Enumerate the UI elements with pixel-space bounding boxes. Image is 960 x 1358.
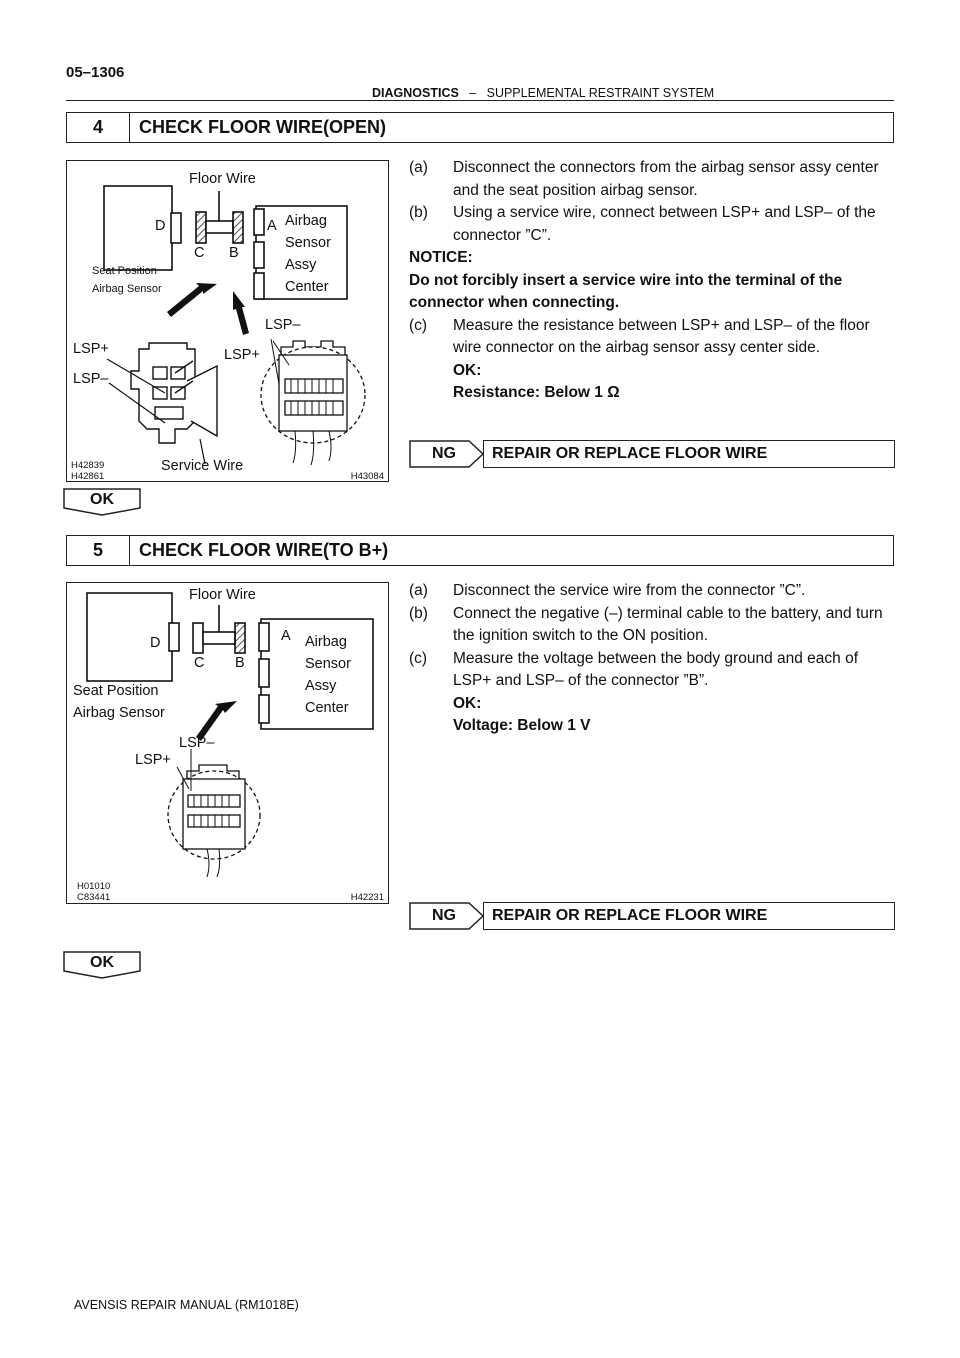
label-assy-2: Assy xyxy=(305,678,337,694)
header-rule xyxy=(66,100,894,101)
header-title xyxy=(372,86,714,100)
step-5-diagram xyxy=(67,583,390,905)
label-connector-c: C xyxy=(194,245,205,261)
step-5-ok-label: OK: xyxy=(453,694,482,712)
header-subsection: SUPPLEMENTAL RESTRAINT SYSTEM xyxy=(486,86,715,100)
label-seat-position: Seat Position xyxy=(92,265,157,277)
label-lsp-plus-left: LSP+ xyxy=(73,341,109,357)
label-airbag-sensor-2: Airbag Sensor xyxy=(73,705,165,721)
figure-code-left-b xyxy=(77,881,110,903)
step-4-ok-tag xyxy=(63,488,141,516)
step-5-instructions xyxy=(409,580,895,738)
step-5-item-c: (c) Measure the voltage between the body ground and each of LSP+ and LSP– of the connector ”B”. xyxy=(409,649,859,689)
step-5-ng xyxy=(409,902,895,930)
step-5-ok-tag xyxy=(63,951,141,979)
step-4-item-a: (a) Disconnect the connectors from the airbag sensor assy center and the seat position airbag sensor. xyxy=(409,159,879,199)
step-4-item-b: (b) Using a service wire, connect between LSP+ and LSP– of the connector ”C”. xyxy=(409,204,876,244)
figure-code-left-2: H42861 xyxy=(71,471,105,482)
label-lsp-minus-2: LSP– xyxy=(179,735,215,751)
step-4-ok-label: OK: xyxy=(453,361,482,379)
label-lsp-plus-right: LSP+ xyxy=(224,347,260,363)
figure-code-left-b-2: C83441 xyxy=(77,892,111,903)
step-4-bar xyxy=(66,112,894,143)
label-connector-d: D xyxy=(155,218,166,234)
figure-code-left xyxy=(71,460,104,482)
step-4-title: CHECK FLOOR WIRE(OPEN) xyxy=(139,117,386,137)
label-center-2: Center xyxy=(305,700,349,716)
step-4-ng xyxy=(409,440,895,468)
step-4-number: 4 xyxy=(67,113,130,142)
ng-action: REPAIR OR REPLACE FLOOR WIRE xyxy=(483,440,895,468)
label-floor-wire: Floor Wire xyxy=(189,171,256,187)
label-floor-wire-2: Floor Wire xyxy=(189,587,256,603)
label-airbag-2: Airbag xyxy=(305,634,347,650)
label-connector-d-2: D xyxy=(150,635,161,651)
ng-action-2: REPAIR OR REPLACE FLOOR WIRE xyxy=(483,902,895,930)
label-connector-b-2: B xyxy=(235,655,245,671)
notice-text: Do not forcibly insert a service wire into the terminal of the connector when connecting. xyxy=(409,271,843,311)
page-number: 05–1306 xyxy=(66,64,125,81)
label-sensor: Sensor xyxy=(285,235,331,251)
label-connector-a: A xyxy=(267,218,277,234)
ng-label: NG xyxy=(432,445,456,462)
step-5-spec: Voltage: Below 1 V xyxy=(453,717,591,734)
step-4-figure xyxy=(66,160,389,482)
step-4-instructions xyxy=(409,157,895,405)
step-5-item-b: (b) Connect the negative (–) terminal cable to the battery, and turn the ignition switch to the ON position. xyxy=(409,604,883,644)
label-lsp-minus-right: LSP– xyxy=(265,317,301,333)
label-center: Center xyxy=(285,279,329,295)
step-5-title: CHECK FLOOR WIRE(TO B+) xyxy=(139,540,389,560)
label-airbag: Airbag xyxy=(285,213,327,229)
figure-code-left-b-1: H01010 xyxy=(77,881,111,892)
step-4-spec: Resistance: Below 1 Ω xyxy=(453,384,620,401)
step-4-diagram xyxy=(67,161,390,483)
figure-code-right-b: H42231 xyxy=(350,892,384,903)
label-service-wire: Service Wire xyxy=(161,458,244,474)
label-assy: Assy xyxy=(285,257,317,273)
figure-code-left-1: H42839 xyxy=(71,460,105,471)
label-connector-a-2: A xyxy=(281,628,291,644)
step-5-number: 5 xyxy=(67,536,130,565)
label-lsp-minus-left: LSP– xyxy=(73,371,109,387)
step-4-item-c: (c) Measure the resistance between LSP+ and LSP– of the floor wire connector on the airbag sensor assy center side. xyxy=(409,316,870,356)
figure-code-right: H43084 xyxy=(350,471,384,482)
footer-text: AVENSIS REPAIR MANUAL (RM1018E) xyxy=(74,1298,299,1312)
label-connector-b: B xyxy=(229,245,239,261)
label-lsp-plus-2: LSP+ xyxy=(135,752,171,768)
header-separator: – xyxy=(469,86,477,100)
step-5-figure xyxy=(66,582,389,904)
step-5-bar xyxy=(66,535,894,566)
notice-label: NOTICE: xyxy=(409,249,473,266)
label-airbag-sensor: Airbag Sensor xyxy=(92,283,162,295)
label-seat-position-2: Seat Position xyxy=(73,683,159,699)
label-connector-c-2: C xyxy=(194,655,205,671)
ok-tag-label: OK xyxy=(90,491,114,508)
label-sensor-2: Sensor xyxy=(305,656,351,672)
header-section: DIAGNOSTICS xyxy=(372,86,459,100)
ng-label-2: NG xyxy=(432,907,456,924)
ok-tag-label-2: OK xyxy=(90,954,114,971)
step-5-item-a: (a) Disconnect the service wire from the connector ”C”. xyxy=(409,582,806,599)
